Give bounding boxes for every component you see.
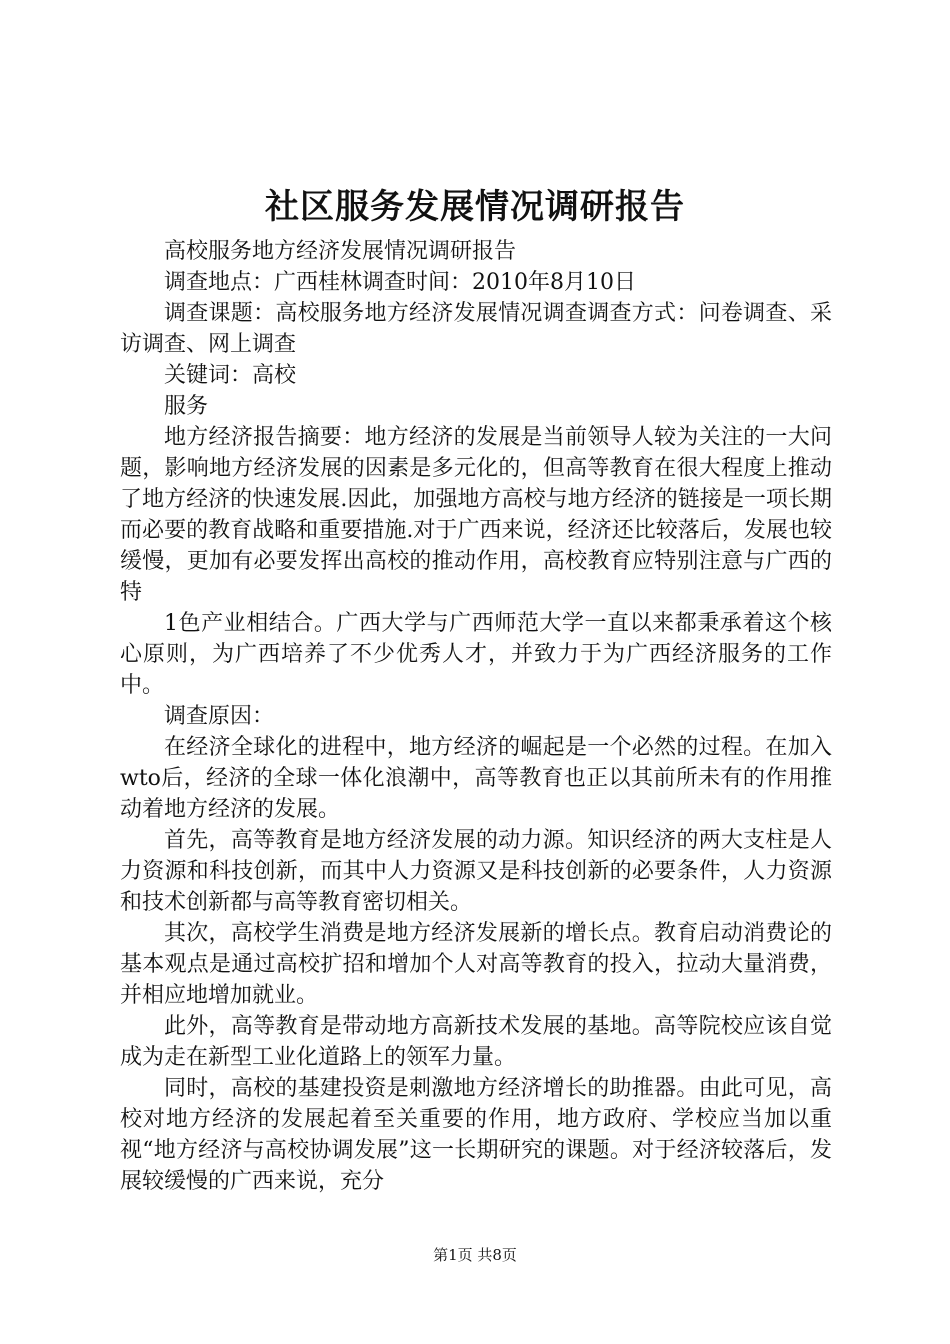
paragraph-survey-location: 调查地点：广西桂林调查时间：2010年8月10日 <box>164 270 636 295</box>
paragraph-report-subtitle: 高校服务地方经济发展情况调研报告 <box>164 239 517 264</box>
document-body <box>120 236 832 1197</box>
paragraph-first-point: 首先，高等教育是地方经济发展的动力源。知识经济的两大支柱是人力资源和科技创新，而其中人力资源又是科技创新的必要条件，人力资源和技术创新都与高等教育密切相关。 <box>120 828 832 915</box>
paragraph-keywords: 关键词：高校 <box>164 363 297 388</box>
page-number-footer: 第1页 共8页 <box>433 1246 517 1264</box>
paragraph-globalization: 在经济全球化的进程中，地方经济的崛起是一个必然的过程。在加入wto后，经济的全球一体化浪潮中，高等教育也正以其前所未有的作用推动着地方经济的发展。 <box>120 735 832 822</box>
paragraph-abstract-continued: 1色产业相结合。广西大学与广西师范大学一直以来都秉承着这个核心原则，为广西培养了不少优秀人才，并致力于为广西经济服务的工作中。 <box>120 611 832 698</box>
paragraph-survey-reason-heading: 调查原因： <box>164 704 275 729</box>
paragraph-abstract: 地方经济报告摘要：地方经济的发展是当前领导人较为关注的一大问题，影响地方经济发展的因素是多元化的，但高等教育在很大程度上推动了地方经济的快速发展.因此，加强地方高校与地方经济的链接是一项长期而必要的教育战略和重要措施.对于广西来说，经济还比较落后，发展也较缓慢，更加有必要发挥出高校的推动作用，高校教育应特别注意与广西的特 <box>120 425 832 605</box>
paragraph-second-point: 其次，高校学生消费是地方经济发展新的增长点。教育启动消费论的基本观点是通过高校扩招和增加个人对高等教育的投入，拉动大量消费，并相应地增加就业。 <box>120 921 832 1008</box>
paragraph-third-point: 此外，高等教育是带动地方高新技术发展的基地。高等院校应该自觉成为走在新型工业化道路上的领军力量。 <box>120 1014 832 1070</box>
paragraph-fourth-point: 同时，高校的基建投资是刺激地方经济增长的助推器。由此可见，高校对地方经济的发展起着至关重要的作用，地方政府、学校应当加以重视“地方经济与高校协调发展”这一长期研究的课题。对于经济较落后，发展较缓慢的广西来说，充分 <box>120 1076 832 1194</box>
document-title: 社区服务发展情况调研报告 <box>265 187 685 227</box>
paragraph-survey-topic: 调查课题：高校服务地方经济发展情况调查调查方式：问卷调查、采访调查、网上调查 <box>120 301 832 357</box>
paragraph-keyword-service: 服务 <box>164 394 209 419</box>
